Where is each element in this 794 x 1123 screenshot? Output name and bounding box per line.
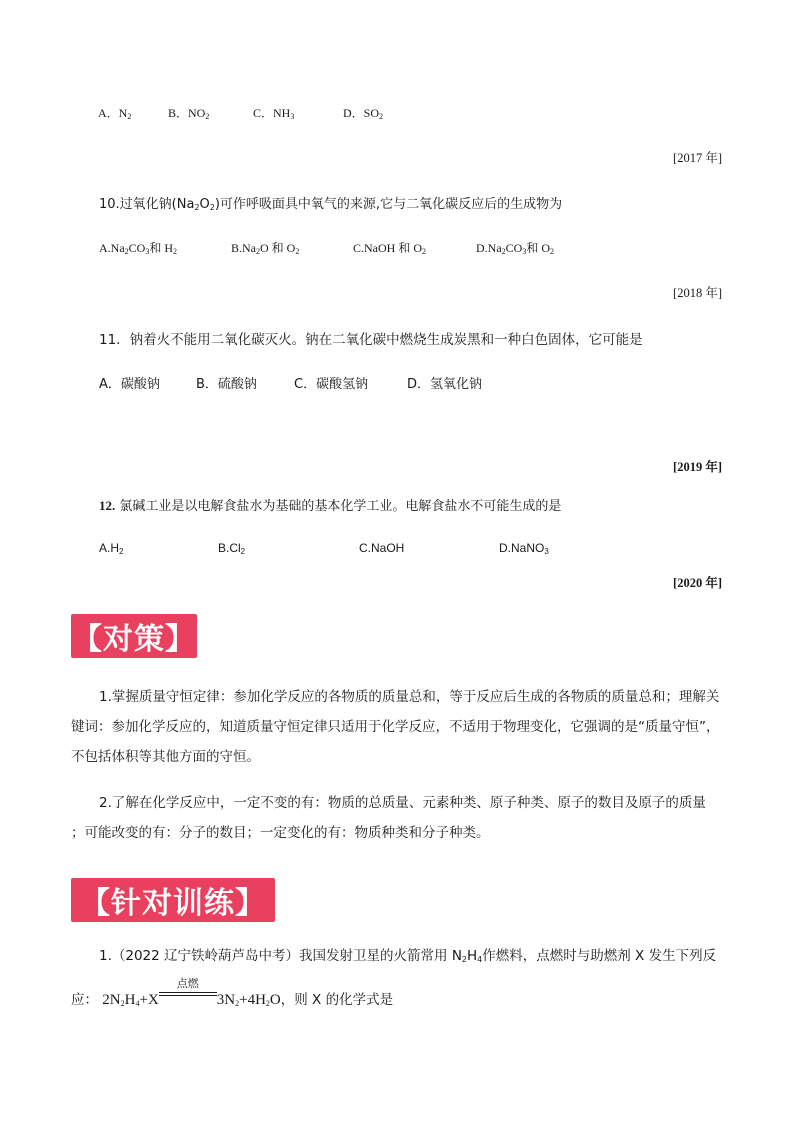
year-label-2018: [2018 年] bbox=[673, 286, 722, 300]
q11-option-b: B．硫酸钠 bbox=[196, 377, 257, 392]
reaction-equation: $2N_2H_4+X$ 点燃 $3N_2+4H_2O$ bbox=[102, 992, 280, 1008]
reaction-condition-label: 点燃 bbox=[176, 978, 199, 990]
year-label-2020: [2020 年] bbox=[673, 576, 722, 590]
q12-option-c: C.NaOH bbox=[359, 541, 405, 555]
strategy-paragraph-1: 1.掌握质量守恒定律：参加化学反应的各物质的质量总和，等于反应后生成的各物质的质量总和；理解关键词：参加化学反应的，知道质量守恒定律只适用于化学反应，不适用于物理变化，它强调的是“质量守恒”，不包括体积等其他方面的守恒。 bbox=[71, 689, 720, 765]
q9-option-a: A．$N_2$ bbox=[98, 106, 132, 121]
q10-option-d: $D.Na_2CO_3$和 $O_2$ bbox=[476, 241, 555, 256]
training-question-1-line-2: 应： $2N_2H_4+X$ 点燃 $3N_2+4H_2O$，则 X 的化学式是 bbox=[71, 988, 393, 1009]
year-label-2019: [2019 年] bbox=[673, 460, 722, 474]
question-11-text: 11．钠着火不能用二氧化碳灭火。钠在二氧化碳中燃烧生成炭黑和一种白色固体，它可能是 bbox=[99, 332, 643, 348]
q12-option-b: $B.Cl_2$ bbox=[218, 541, 246, 556]
q11-option-a: A．碳酸钠 bbox=[99, 377, 160, 392]
strategy-paragraph-2: 2.了解在化学反应中，一定不变的有：物质的总质量、元素种类、原子种类、原子的数目及原子的质量 ；可能改变的有：分子的数目；一定变化的有：物质种类和分子种类。 bbox=[71, 795, 706, 841]
q10-option-b: $B.Na_2O$ 和 $O_2$ bbox=[231, 241, 300, 256]
q11-option-c: C．碳酸氢钠 bbox=[294, 377, 369, 392]
training-banner: 【针对训练】 bbox=[71, 878, 275, 922]
q10-option-a: $A.Na_2CO_3$和 $H_2$ bbox=[99, 241, 178, 256]
q9-option-b: B．$NO_2$ bbox=[168, 106, 210, 121]
training-question-1-line-1: 1.（2022 辽宁铁岭葫芦岛中考）我国发射卫星的火箭常用 $N_2H_4$作燃料，点燃时与助燃剂 X 发生下列反 bbox=[99, 948, 717, 964]
reaction-condition-arrow bbox=[159, 978, 217, 1004]
q10-option-c: C.NaOH 和 $O_2$ bbox=[353, 241, 426, 256]
q9-option-d: D．$SO_2$ bbox=[343, 106, 384, 121]
q9-option-c: C．$NH_3$ bbox=[253, 106, 295, 121]
year-label-2017: [2017 年] bbox=[673, 151, 722, 165]
question-12-text: 12. 氯碱工业是以电解食盐水为基础的基本化学工业。电解食盐水不可能生成的是 bbox=[99, 498, 562, 514]
q12-option-a: $A.H_2$ bbox=[99, 541, 124, 556]
q11-option-d: D．氢氧化钠 bbox=[407, 377, 483, 392]
question-10-text: 10.过氧化钠$(Na_2O_2)$可作呼吸面具中氧气的来源,它与二氧化碳反应后的生成物为 bbox=[99, 197, 563, 212]
strategy-banner: 【对策】 bbox=[71, 614, 197, 658]
q12-option-d: D.NaNO$_3$ bbox=[499, 541, 549, 556]
